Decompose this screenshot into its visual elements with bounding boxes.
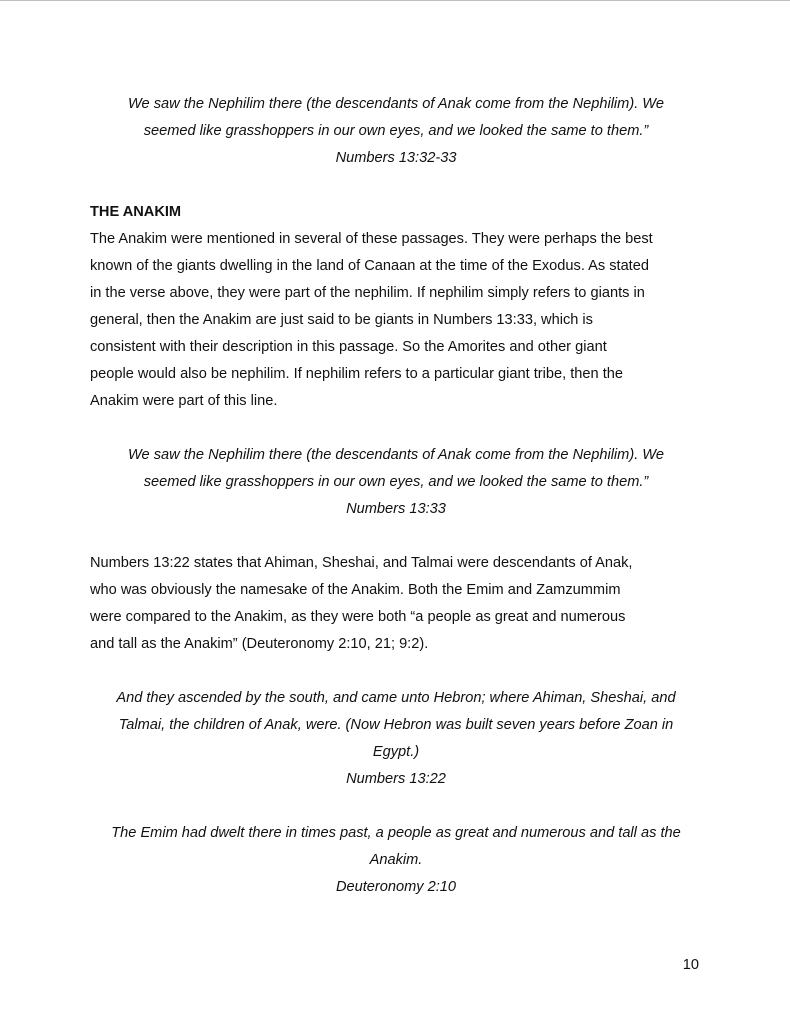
quote-line: Egypt.)	[372, 744, 420, 760]
body-paragraph-1	[90, 226, 702, 415]
scripture-quote-2	[90, 442, 702, 523]
paragraph-line: known of the giants dwelling in the land of Canaan at the time of the Exodus. As stated	[90, 258, 649, 274]
quote-line: And they ascended by the south, and came unto Hebron; where Ahiman, Sheshai, and	[116, 690, 676, 706]
paragraph-line: general, then the Anakim are just said to be giants in Numbers 13:33, which is	[90, 312, 593, 328]
paragraph-line: in the verse above, they were part of the nephilim. If nephilim simply refers to giants in	[90, 285, 645, 301]
section-heading: THE ANAKIM	[90, 204, 182, 220]
quote-reference: Numbers 13:22	[346, 771, 446, 787]
scripture-quote-3	[90, 685, 702, 793]
paragraph-line: The Anakim were mentioned in several of these passages. They were perhaps the best	[90, 231, 653, 247]
document-page	[90, 91, 702, 901]
scripture-quote-4	[90, 820, 702, 901]
quote-line: Talmai, the children of Anak, were. (Now Hebron was built seven years before Zoan in	[118, 717, 674, 733]
scripture-quote-1	[90, 91, 702, 172]
paragraph-line: consistent with their description in this passage. So the Amorites and other giant	[90, 339, 607, 355]
body-paragraph-2	[90, 550, 702, 658]
paragraph-line: people would also be nephilim. If nephilim refers to a particular giant tribe, then the	[90, 366, 623, 382]
paragraph-line: were compared to the Anakim, as they were both “a people as great and numerous	[90, 609, 626, 625]
paragraph-line: who was obviously the namesake of the Anakim. Both the Emim and Zamzummim	[90, 582, 621, 598]
quote-reference: Numbers 13:32-33	[335, 150, 457, 166]
quote-line: We saw the Nephilim there (the descendants of Anak come from the Nephilim). We	[128, 447, 664, 463]
quote-line: The Emim had dwelt there in times past, a people as great and numerous and tall as the	[111, 825, 681, 841]
quote-reference: Deuteronomy 2:10	[335, 879, 457, 895]
quote-line: We saw the Nephilim there (the descendants of Anak come from the Nephilim). We	[128, 96, 664, 112]
page-top-border	[0, 0, 790, 1]
paragraph-line: and tall as the Anakim” (Deuteronomy 2:10, 21; 9:2).	[90, 636, 429, 652]
quote-line: Anakim.	[369, 852, 423, 868]
paragraph-line: Numbers 13:22 states that Ahiman, Sheshai, and Talmai were descendants of Anak,	[90, 555, 633, 571]
quote-reference: Numbers 13:33	[346, 501, 446, 517]
quote-line: seemed like grasshoppers in our own eyes, and we looked the same to them.”	[143, 474, 649, 490]
page-number: 10	[682, 957, 699, 973]
paragraph-line: Anakim were part of this line.	[90, 393, 278, 409]
quote-line: seemed like grasshoppers in our own eyes, and we looked the same to them.”	[143, 123, 649, 139]
